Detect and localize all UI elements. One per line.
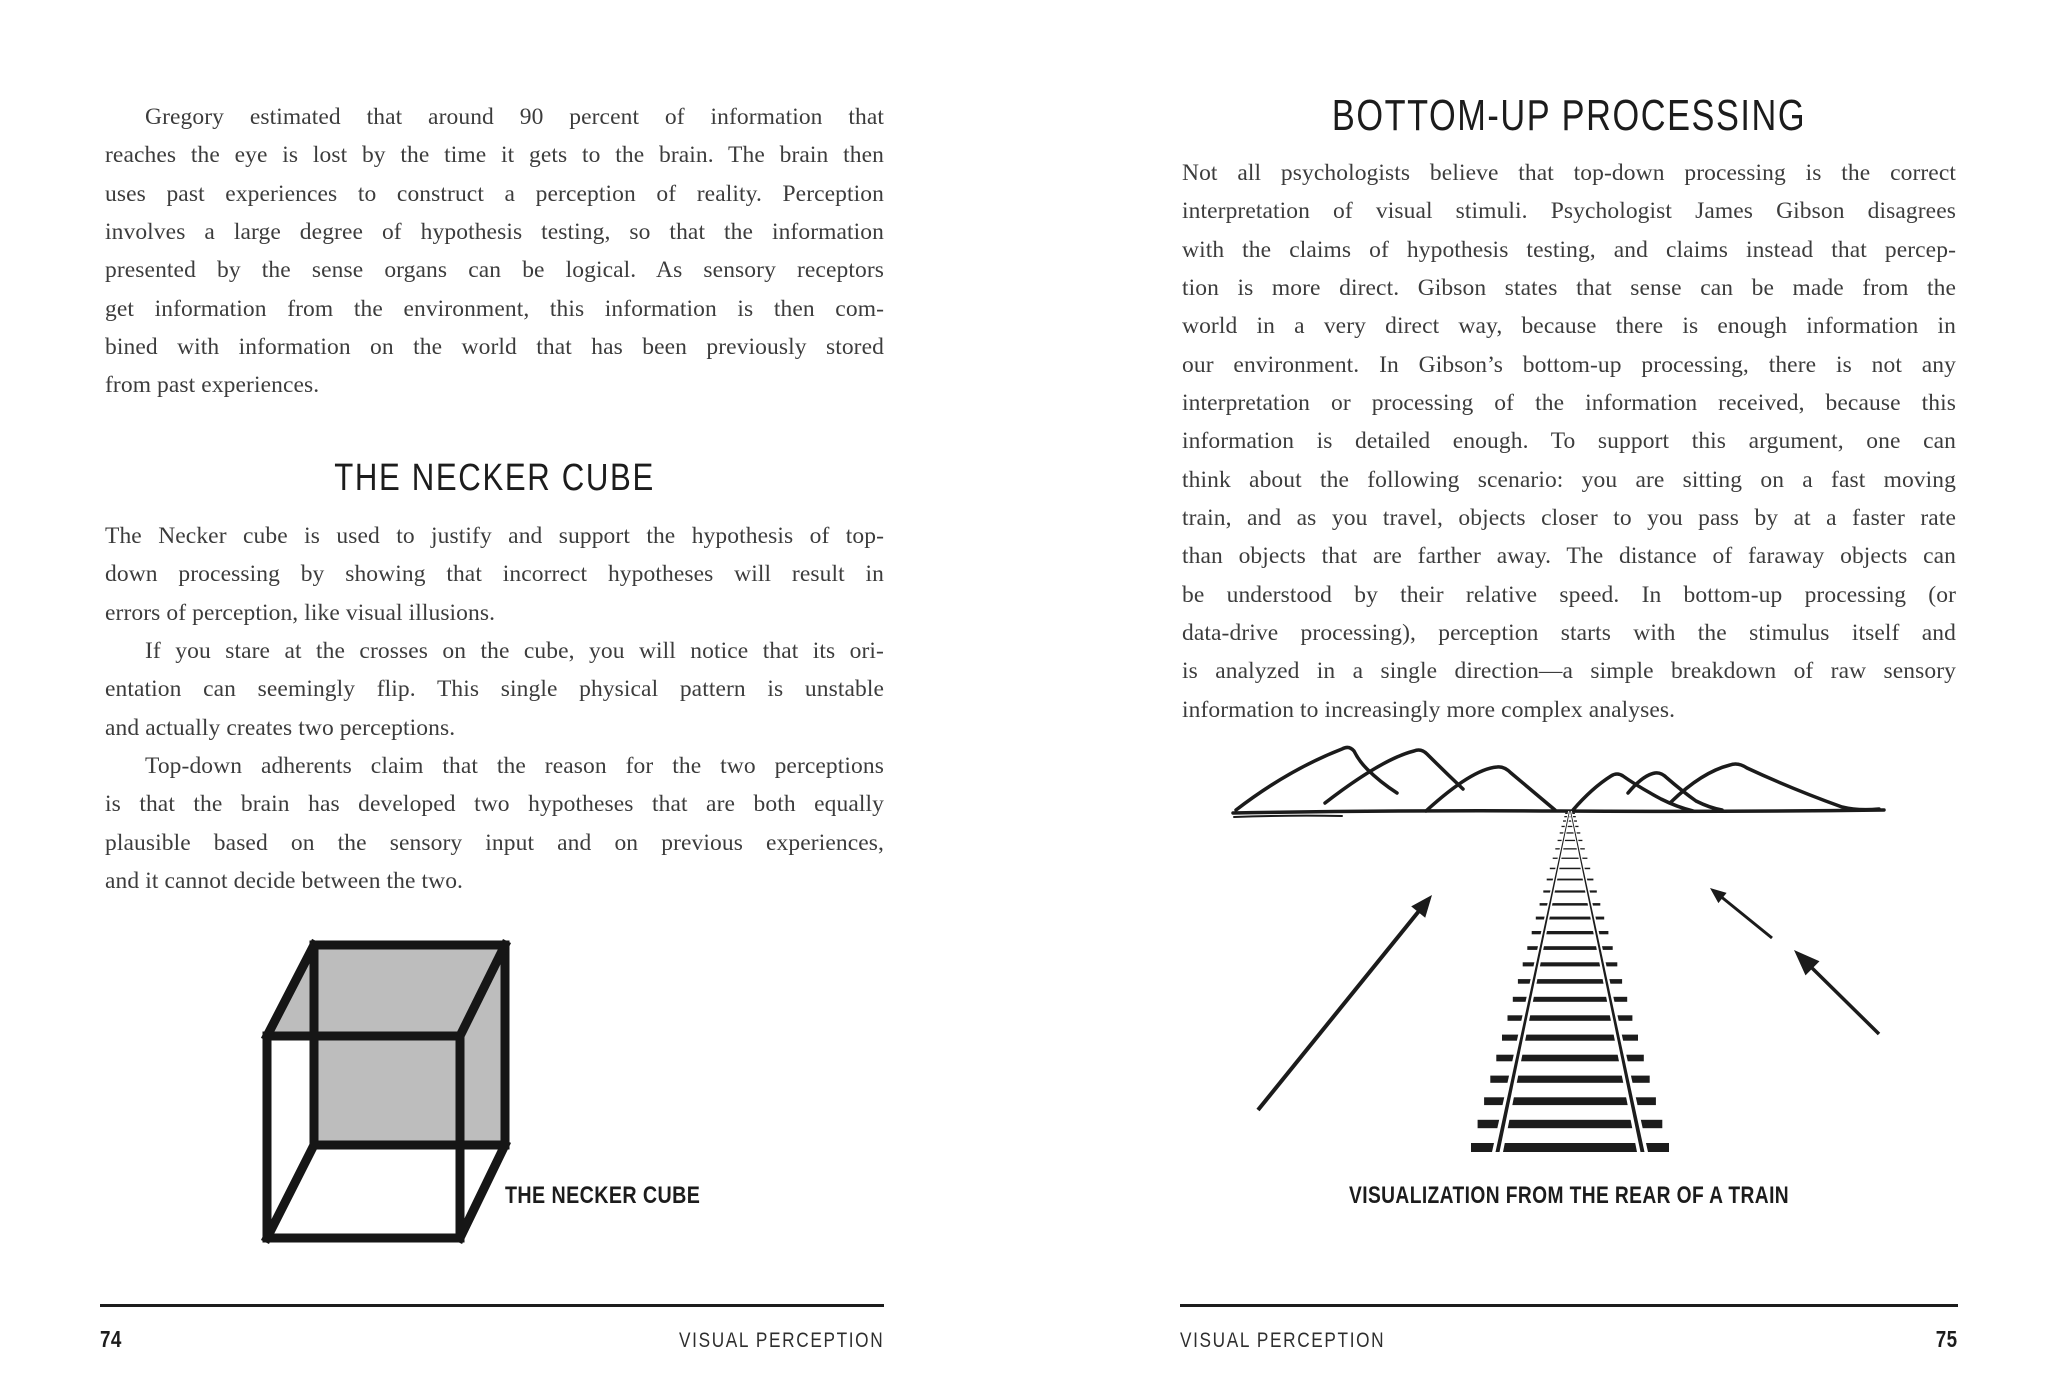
mountain (1236, 747, 1397, 810)
text-line: involves a large degree of hypothesis testing, so that the information (105, 218, 884, 245)
text-line: Not all psychologists believe that top-down processing is the correct (1182, 160, 1956, 186)
text-line: is analyzed in a single direction—a simple breakdown of raw sensory (1182, 658, 1956, 685)
right-footer-rule (1180, 1304, 1958, 1307)
right-body-text (1182, 154, 1956, 729)
text-line: is that the brain has developed two hypotheses that are both equally (105, 791, 884, 818)
text-line: information to increasingly more complex analyses. (1182, 696, 1676, 723)
train-figure (1230, 740, 1890, 1170)
text-line: get information from the environment, this information is then com- (105, 295, 884, 322)
text-line: and actually creates two perceptions. (105, 714, 456, 741)
horizon-line (1233, 810, 1884, 813)
right-lower-arrow (1811, 967, 1879, 1034)
page-number-left: 74 (100, 1326, 122, 1352)
page-title (1182, 91, 1956, 141)
text-line: The Necker cube is used to justify and support the hypothesis of top- (105, 523, 884, 549)
text-line: be understood by their relative speed. In bottom-up processing (or (1182, 581, 1956, 608)
section-heading-text: THE NECKER CUBE (334, 457, 655, 499)
text-line: and it cannot decide between the two. (105, 867, 464, 894)
page-title-text: BOTTOM-UP PROCESSING (1331, 91, 1807, 140)
train-tracks-drawing (1230, 740, 1890, 1170)
text-line: world in a very direct way, because there is enough information in (1182, 313, 1956, 340)
text-line: bined with information on the world that has been previously stored (105, 333, 884, 360)
text-line: information is detailed enough. To support this argument, one can (1182, 428, 1956, 455)
right-upper-arrow (1719, 895, 1772, 938)
right-footer (1180, 1326, 1958, 1353)
running-title-left: VISUAL PERCEPTION (678, 1329, 884, 1352)
running-title-right: VISUAL PERCEPTION (1180, 1329, 1386, 1352)
text-line: reaches the eye is lost by the time it gets to the brain. The brain then (105, 142, 884, 169)
text-line: errors of perception, like visual illusions. (105, 599, 496, 626)
left-arrow (1258, 906, 1423, 1110)
text-line: Gregory estimated that around 90 percent of information that (145, 104, 884, 130)
text-line: plausible based on the sensory input and on previous experiences, (105, 829, 884, 856)
right-page (1031, 0, 2062, 1400)
text-line: train, and as you travel, objects closer to you pass by at a faster rate (1182, 504, 1956, 531)
text-line: interpretation of visual stimuli. Psychologist James Gibson disagrees (1182, 198, 1956, 225)
text-line: presented by the sense organs can be logical. As sensory receptors (105, 257, 884, 284)
text-line: from past experiences. (105, 372, 320, 399)
text-line: interpretation or processing of the information received, because this (1182, 389, 1956, 416)
text-line: data-drive processing), perception starts with the stimulus itself and (1182, 619, 1956, 646)
text-line: than objects that are farther away. The distance of faraway objects can (1182, 543, 1956, 570)
text-line: with the claims of hypothesis testing, and claims instead that percep- (1182, 236, 1956, 263)
page-number-right: 75 (1936, 1326, 1958, 1352)
text-line: think about the following scenario: you are sitting on a fast moving (1182, 466, 1956, 493)
text-line: If you stare at the crosses on the cube, you will notice that its ori- (145, 637, 884, 664)
text-line: down processing by showing that incorrect hypotheses will result in (105, 561, 884, 588)
necker-cube-caption: THE NECKER CUBE (505, 1182, 701, 1209)
left-section-text (105, 517, 884, 900)
text-line: uses past experiences to construct a perception of reality. Perception (105, 180, 884, 207)
text-line: Top-down adherents claim that the reason for the two perceptions (145, 752, 884, 779)
text-line: our environment. In Gibson’s bottom-up processing, there is not any (1182, 351, 1956, 378)
left-footer-rule (100, 1304, 884, 1307)
text-line: tion is more direct. Gibson states that sense can be made from the (1182, 274, 1956, 301)
left-intro-text (105, 98, 884, 405)
train-figure-caption: VISUALIZATION FROM THE REAR OF A TRAIN (1348, 1182, 1790, 1209)
left-footer (100, 1326, 884, 1353)
section-heading (105, 457, 884, 500)
text-line: entation can seemingly flip. This single physical pattern is unstable (105, 676, 884, 703)
cube-back-face (314, 945, 505, 1145)
railroad-ties (1471, 811, 1669, 1153)
